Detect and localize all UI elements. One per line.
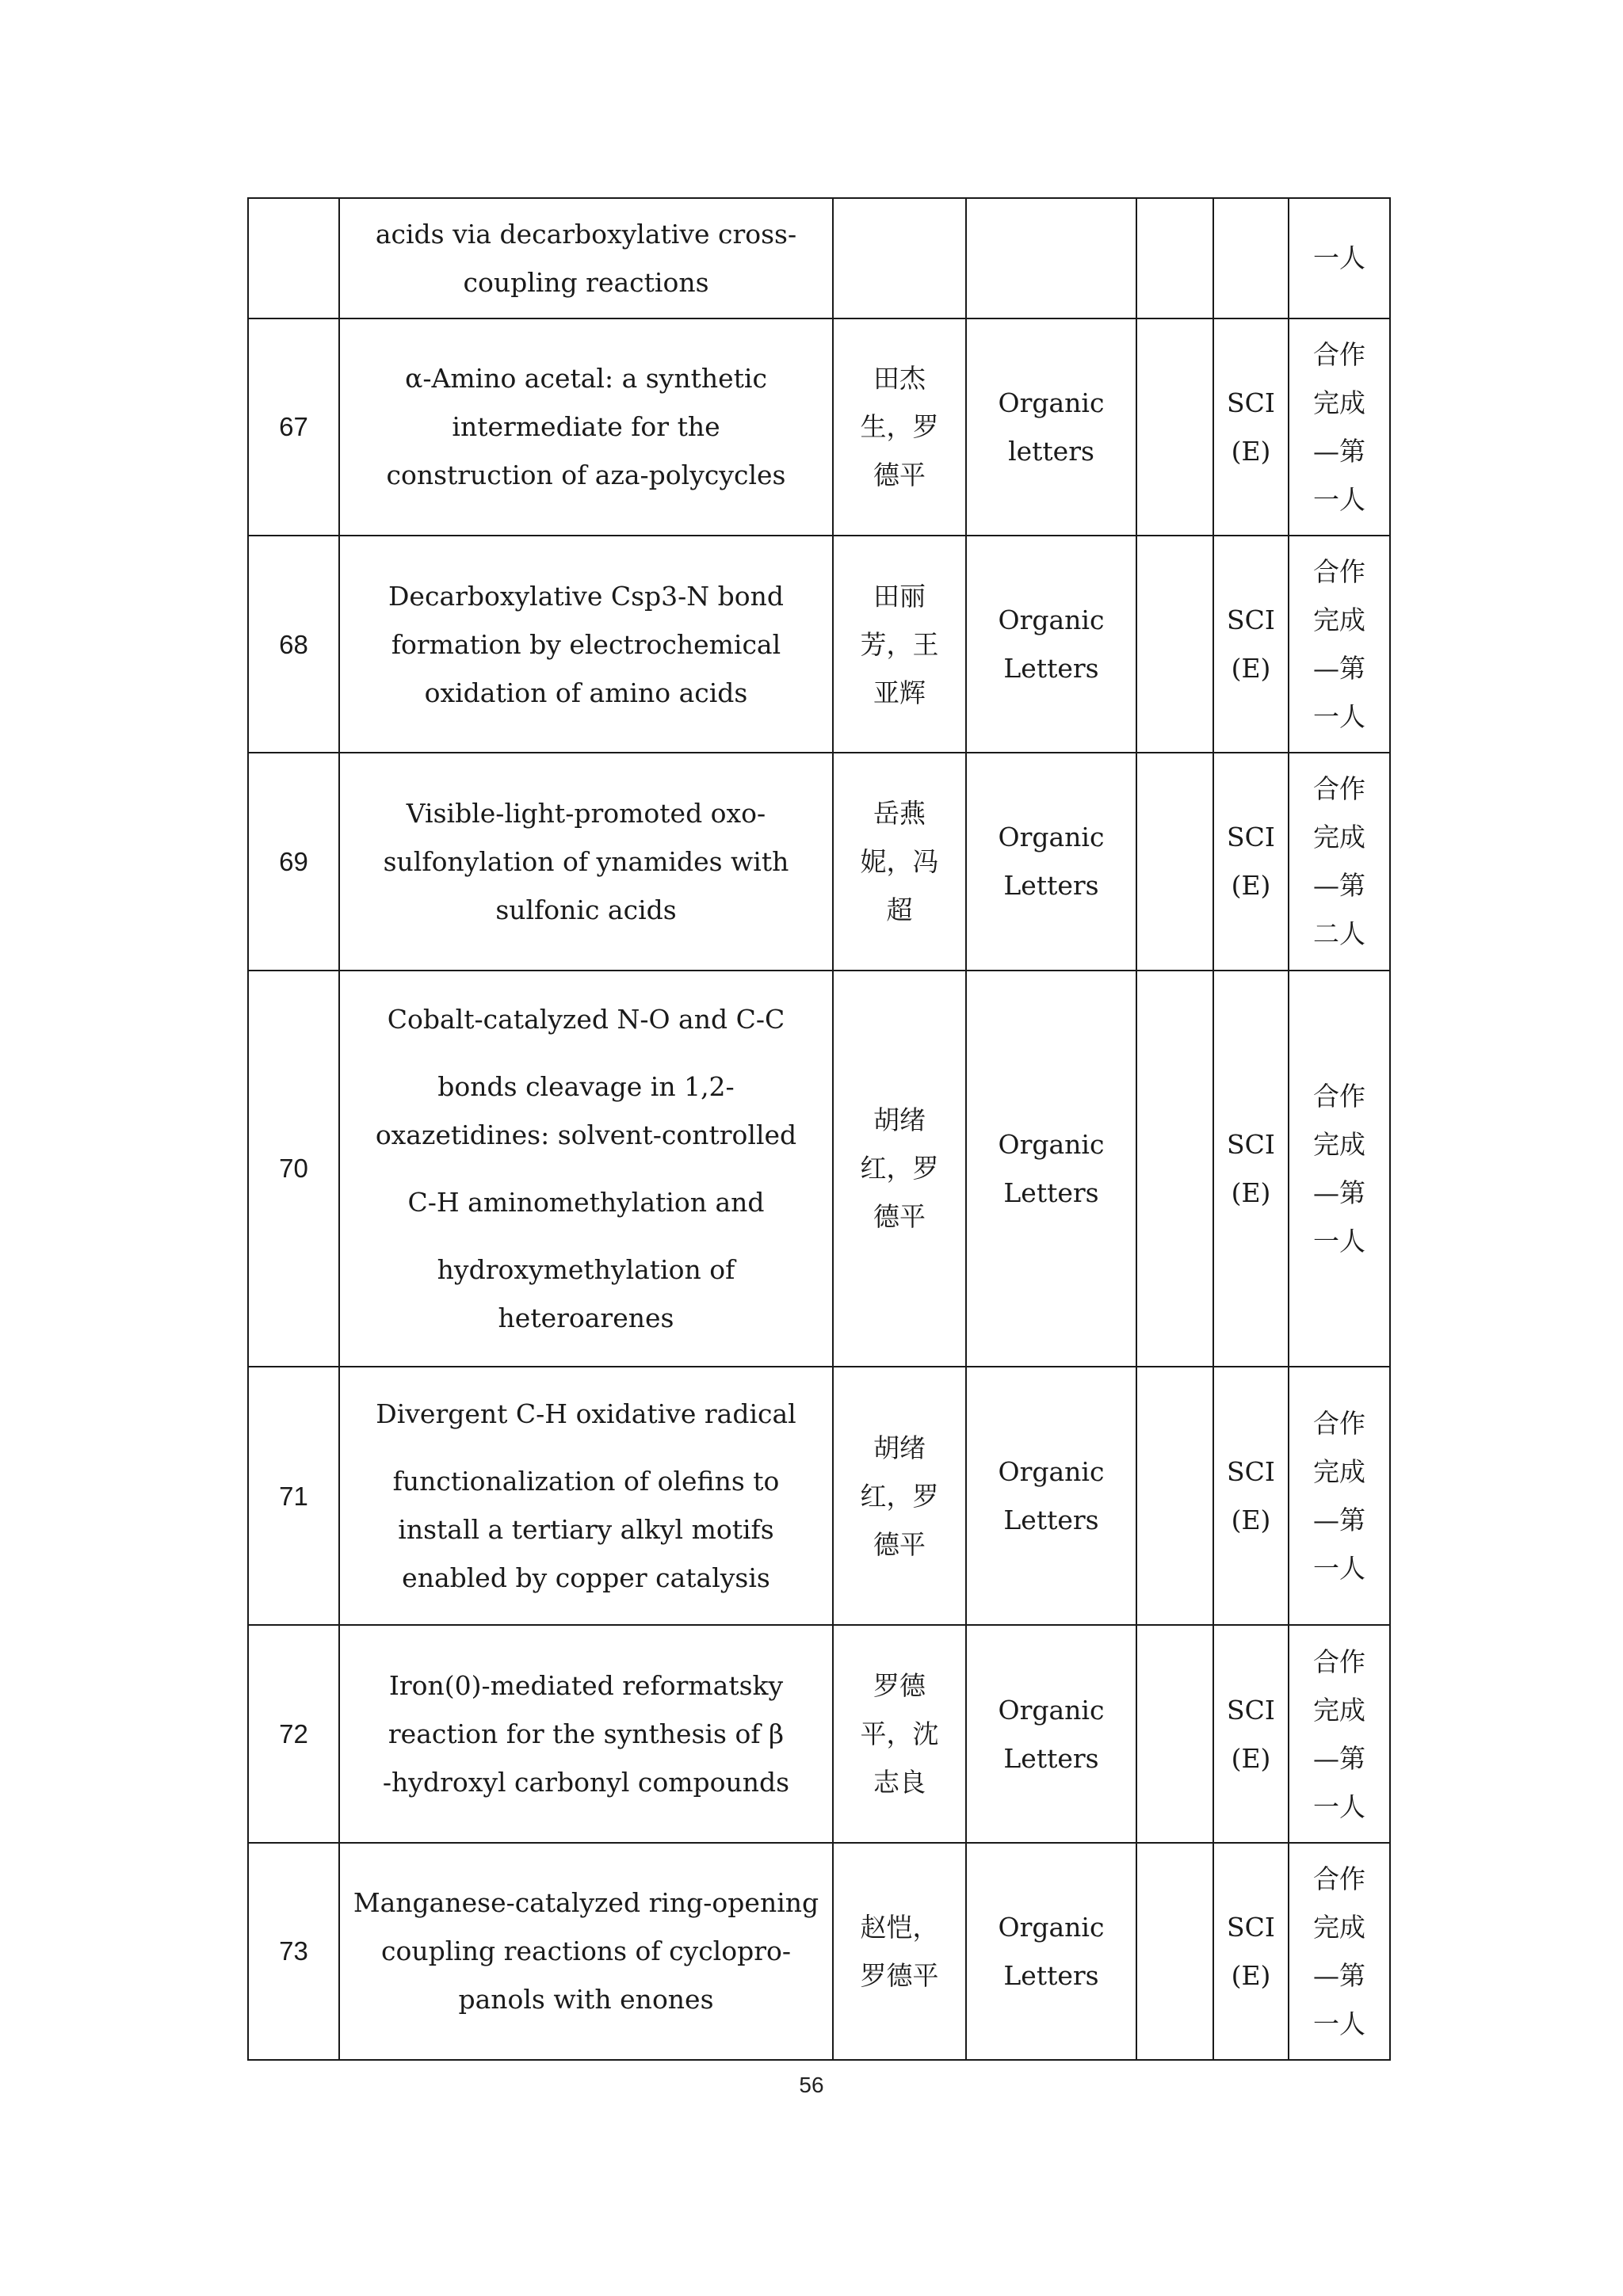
journal-line: Organic bbox=[998, 605, 1105, 636]
journal-line: Organic bbox=[998, 1911, 1105, 1943]
cell-title bbox=[339, 536, 833, 753]
table-row bbox=[248, 198, 1390, 318]
cell-journal bbox=[966, 318, 1136, 536]
authors-line: 志良 bbox=[873, 1767, 926, 1798]
title-line: reaction for the synthesis of β bbox=[388, 1718, 785, 1750]
cell-empty bbox=[1136, 536, 1213, 753]
cell-authors bbox=[833, 753, 966, 970]
contribution-line: 完成 bbox=[1313, 822, 1365, 853]
journal-line: Organic bbox=[998, 1456, 1105, 1488]
cell-empty bbox=[1136, 971, 1213, 1367]
title-line: construction of aza-polycycles bbox=[386, 460, 786, 491]
index-line: SCI bbox=[1227, 822, 1275, 853]
title-line: sulfonic acids bbox=[495, 894, 677, 925]
index-line: (E) bbox=[1231, 870, 1271, 902]
index-line: SCI bbox=[1227, 1694, 1275, 1726]
cell-contribution bbox=[1289, 198, 1390, 318]
index-line: (E) bbox=[1231, 1505, 1271, 1536]
journal-line: Organic bbox=[998, 387, 1105, 418]
contribution-line: 一人 bbox=[1313, 2008, 1365, 2039]
contribution-line: 合作 bbox=[1313, 338, 1365, 370]
contribution-line: —第 bbox=[1313, 1177, 1365, 1208]
cell-title bbox=[339, 1367, 833, 1626]
cell-title bbox=[339, 1843, 833, 2060]
cell-contribution bbox=[1289, 1625, 1390, 1842]
cell-authors bbox=[833, 1367, 966, 1626]
cell-index bbox=[1213, 1367, 1289, 1626]
authors-line: 田杰 bbox=[873, 363, 926, 395]
table-row bbox=[248, 536, 1390, 753]
title-line: coupling reactions bbox=[463, 266, 709, 298]
journal-line: Letters bbox=[1003, 870, 1099, 902]
row-number: 69 bbox=[279, 846, 308, 876]
contribution-line: 合作 bbox=[1313, 1408, 1365, 1440]
contribution-line: 完成 bbox=[1313, 387, 1365, 418]
contribution-line: —第 bbox=[1313, 870, 1365, 902]
authors-line: 胡绪 bbox=[873, 1104, 926, 1136]
cell-number bbox=[248, 318, 339, 536]
cell-index bbox=[1213, 318, 1289, 536]
contribution-line: 合作 bbox=[1313, 1646, 1365, 1677]
cell-index bbox=[1213, 536, 1289, 753]
row-number: 67 bbox=[279, 412, 308, 442]
cell-number bbox=[248, 536, 339, 753]
cell-authors bbox=[833, 198, 966, 318]
journal-line: Letters bbox=[1003, 1505, 1099, 1536]
contribution-line: 一人 bbox=[1313, 242, 1365, 274]
cell-title bbox=[339, 1625, 833, 1842]
title-line: formation by electrochemical bbox=[391, 628, 781, 660]
cell-title bbox=[339, 971, 833, 1367]
title-line: oxazetidines: solvent-controlled bbox=[375, 1119, 797, 1150]
cell-number bbox=[248, 971, 339, 1367]
table-row bbox=[248, 318, 1390, 536]
journal-line: Organic bbox=[998, 1128, 1105, 1160]
title-line: Visible-light-promoted oxo- bbox=[406, 797, 766, 829]
journal-line: letters bbox=[1008, 435, 1094, 467]
cell-authors bbox=[833, 318, 966, 536]
cell-authors bbox=[833, 1843, 966, 2060]
authors-line: 妮，冯 bbox=[860, 845, 939, 877]
authors-line: 罗德平 bbox=[860, 1959, 939, 1991]
authors-line: 田丽 bbox=[873, 580, 926, 612]
cell-journal bbox=[966, 753, 1136, 970]
cell-journal bbox=[966, 1625, 1136, 1842]
cell-empty bbox=[1136, 1625, 1213, 1842]
cell-title bbox=[339, 753, 833, 970]
authors-line: 超 bbox=[886, 894, 913, 925]
table-row bbox=[248, 1625, 1390, 1842]
contribution-line: —第 bbox=[1313, 653, 1365, 685]
authors-line: 生，罗 bbox=[860, 411, 939, 443]
cell-number bbox=[248, 198, 339, 318]
contribution-line: —第 bbox=[1313, 1959, 1365, 1991]
title-line: bonds cleavage in 1,2- bbox=[437, 1070, 735, 1102]
contribution-line: 一人 bbox=[1313, 1225, 1365, 1257]
title-line: sulfonylation of ynamides with bbox=[383, 845, 789, 877]
table-body bbox=[248, 198, 1390, 2060]
cell-contribution bbox=[1289, 318, 1390, 536]
contribution-line: 完成 bbox=[1313, 605, 1365, 636]
cell-journal bbox=[966, 971, 1136, 1367]
cell-empty bbox=[1136, 1367, 1213, 1626]
cell-index bbox=[1213, 971, 1289, 1367]
index-line: (E) bbox=[1231, 1177, 1271, 1208]
title-line: intermediate for the bbox=[452, 411, 720, 443]
table-row bbox=[248, 1367, 1390, 1626]
contribution-line: —第 bbox=[1313, 435, 1365, 467]
cell-authors bbox=[833, 536, 966, 753]
contribution-line: 合作 bbox=[1313, 1863, 1365, 1894]
cell-journal bbox=[966, 1843, 1136, 2060]
cell-contribution bbox=[1289, 1843, 1390, 2060]
cell-empty bbox=[1136, 198, 1213, 318]
contribution-line: —第 bbox=[1313, 1742, 1365, 1774]
cell-index bbox=[1213, 1625, 1289, 1842]
cell-authors bbox=[833, 971, 966, 1367]
title-line: -hydroxyl carbonyl compounds bbox=[382, 1767, 790, 1798]
row-number: 73 bbox=[279, 1936, 308, 1966]
title-line: panols with enones bbox=[458, 1984, 714, 2016]
title-line: functionalization of olefins to bbox=[392, 1466, 780, 1497]
contribution-line: 合作 bbox=[1313, 556, 1365, 588]
index-line: SCI bbox=[1227, 1911, 1275, 1943]
cell-journal bbox=[966, 1367, 1136, 1626]
contribution-line: 一人 bbox=[1313, 1791, 1365, 1822]
contribution-line: 二人 bbox=[1313, 918, 1365, 950]
cell-index bbox=[1213, 753, 1289, 970]
title-line: Manganese-catalyzed ring-opening bbox=[353, 1887, 819, 1919]
cell-number bbox=[248, 1367, 339, 1626]
publications-table bbox=[247, 197, 1391, 2061]
title-line: coupling reactions of cyclopro- bbox=[380, 1936, 792, 1967]
journal-line: Letters bbox=[1003, 1742, 1099, 1774]
table-row bbox=[248, 971, 1390, 1367]
contribution-line: 一人 bbox=[1313, 1553, 1365, 1585]
cell-authors bbox=[833, 1625, 966, 1842]
index-line: SCI bbox=[1227, 605, 1275, 636]
authors-line: 红，罗 bbox=[860, 1480, 939, 1512]
title-line: heteroarenes bbox=[498, 1302, 674, 1333]
title-line: install a tertiary alkyl motifs bbox=[398, 1514, 774, 1546]
authors-line: 红，罗 bbox=[860, 1153, 939, 1184]
cell-empty bbox=[1136, 318, 1213, 536]
journal-line: Organic bbox=[998, 1694, 1105, 1726]
index-line: (E) bbox=[1231, 435, 1271, 467]
title-line: Cobalt-catalyzed N-O and C-C bbox=[387, 1003, 785, 1035]
index-line: SCI bbox=[1227, 387, 1275, 418]
title-line: Divergent C-H oxidative radical bbox=[376, 1398, 796, 1430]
authors-line: 芳，王 bbox=[860, 628, 939, 660]
row-number: 71 bbox=[279, 1481, 308, 1511]
row-number: 68 bbox=[279, 629, 308, 659]
cell-index bbox=[1213, 198, 1289, 318]
page-number: 56 bbox=[799, 2073, 824, 2097]
journal-line: Letters bbox=[1003, 1177, 1099, 1208]
cell-journal bbox=[966, 536, 1136, 753]
cell-contribution bbox=[1289, 1367, 1390, 1626]
authors-line: 赵恺， bbox=[860, 1911, 939, 1943]
authors-line: 罗德 bbox=[873, 1670, 926, 1702]
cell-contribution bbox=[1289, 536, 1390, 753]
title-line: oxidation of amino acids bbox=[424, 677, 748, 708]
row-number: 70 bbox=[279, 1154, 308, 1184]
cell-number bbox=[248, 1625, 339, 1842]
journal-line: Letters bbox=[1003, 653, 1099, 685]
index-line: (E) bbox=[1231, 1742, 1271, 1774]
contribution-line: 一人 bbox=[1313, 701, 1365, 733]
index-line: SCI bbox=[1227, 1128, 1275, 1160]
title-line: hydroxymethylation of bbox=[437, 1253, 735, 1285]
journal-line: Organic bbox=[998, 822, 1105, 853]
title-line: Decarboxylative Csp3-N bond bbox=[388, 580, 785, 612]
title-line: C-H aminomethylation and bbox=[407, 1186, 765, 1218]
contribution-line: 完成 bbox=[1313, 1911, 1365, 1943]
title-line: Iron(0)-mediated reformatsky bbox=[388, 1670, 784, 1702]
authors-line: 岳燕 bbox=[873, 797, 926, 829]
index-line: SCI bbox=[1227, 1456, 1275, 1488]
row-number: 72 bbox=[279, 1719, 308, 1749]
authors-line: 平，沈 bbox=[860, 1718, 939, 1750]
cell-contribution bbox=[1289, 753, 1390, 970]
authors-line: 德平 bbox=[873, 460, 926, 491]
cell-number bbox=[248, 1843, 339, 2060]
index-line: (E) bbox=[1231, 1959, 1271, 1991]
cell-number bbox=[248, 753, 339, 970]
contribution-line: —第 bbox=[1313, 1505, 1365, 1536]
authors-line: 德平 bbox=[873, 1528, 926, 1560]
cell-journal bbox=[966, 198, 1136, 318]
title-line: α-Amino acetal: a synthetic bbox=[405, 363, 767, 395]
contribution-line: 完成 bbox=[1313, 1456, 1365, 1488]
table-row bbox=[248, 1843, 1390, 2060]
cell-title bbox=[339, 318, 833, 536]
journal-line: Letters bbox=[1003, 1959, 1099, 1991]
title-line: enabled by copper catalysis bbox=[402, 1562, 770, 1594]
cell-empty bbox=[1136, 1843, 1213, 2060]
cell-title bbox=[339, 198, 833, 318]
table-row bbox=[248, 753, 1390, 970]
authors-line: 胡绪 bbox=[873, 1432, 926, 1463]
index-line: (E) bbox=[1231, 653, 1271, 685]
cell-empty bbox=[1136, 753, 1213, 970]
contribution-line: 完成 bbox=[1313, 1694, 1365, 1726]
cell-index bbox=[1213, 1843, 1289, 2060]
contribution-line: 合作 bbox=[1313, 1080, 1365, 1112]
contribution-line: 合作 bbox=[1313, 773, 1365, 805]
authors-line: 亚辉 bbox=[873, 677, 926, 708]
title-line: acids via decarboxylative cross- bbox=[375, 218, 797, 250]
cell-contribution bbox=[1289, 971, 1390, 1367]
contribution-line: 一人 bbox=[1313, 483, 1365, 515]
authors-line: 德平 bbox=[873, 1201, 926, 1233]
contribution-line: 完成 bbox=[1313, 1128, 1365, 1160]
